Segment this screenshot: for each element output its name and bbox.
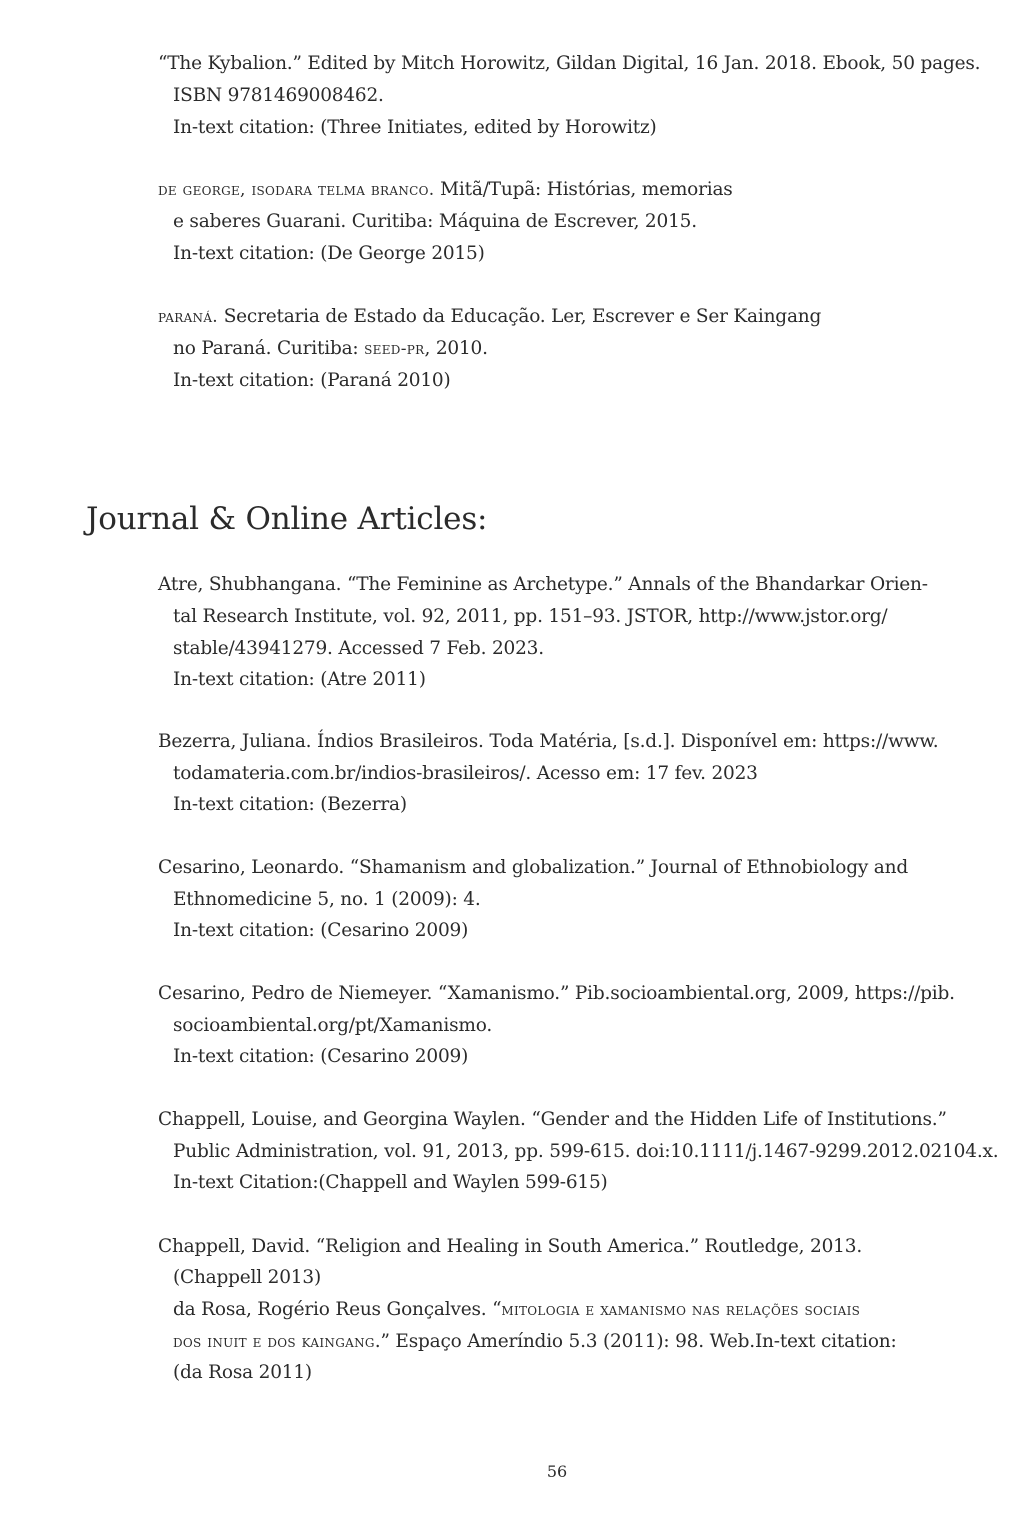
page-number: 56 <box>546 1462 568 1481</box>
in-text-citation: In-text citation: (De George 2015) <box>173 243 485 264</box>
in-text-citation: In-text citation: (Bezerra) <box>173 794 407 815</box>
in-text-citation: In-text citation: (Atre 2011) <box>173 669 426 690</box>
reference-line: e saberes Guarani. Curitiba: Máquina de Escrever, 2015. <box>173 211 697 232</box>
reference-text: Secretaria de Estado da Educação. Ler, Escrever e Ser Kaingang <box>218 306 822 327</box>
reference-text: , 2010. <box>424 338 488 359</box>
reference-line: Bezerra, Juliana. Índios Brasileiros. Toda Matéria, [s.d.]. Disponível em: https://www. <box>158 731 939 752</box>
reference-line: Cesarino, Leonardo. “Shamanism and globalization.” Journal of Ethnobiology and <box>158 857 908 878</box>
section-heading: Journal & Online Articles: <box>86 500 488 537</box>
reference-line: tal Research Institute, vol. 92, 2011, pp. 151–93. JSTOR, http://www.jstor.org/ <box>173 606 888 627</box>
reference-line <box>173 337 488 361</box>
reference-line: Public Administration, vol. 91, 2013, pp. 599-615. doi:10.1111/j.1467-9299.2012.02104.x. <box>173 1141 999 1162</box>
author-name: de george, isodara telma branco. <box>158 180 435 200</box>
in-text-citation: In-text citation: (Three Initiates, edited by Horowitz) <box>173 117 657 138</box>
article-title: dos inuit e dos kaingang <box>173 1332 375 1352</box>
reference-line: “The Kybalion.” Edited by Mitch Horowitz, Gildan Digital, 16 Jan. 2018. Ebook, 50 pages. <box>158 53 981 74</box>
reference-line: stable/43941279. Accessed 7 Feb. 2023. <box>173 638 544 659</box>
reference-text: .” Espaço Ameríndio 5.3 (2011): 98. Web.In-text citation: <box>374 1331 897 1352</box>
reference-line: Chappell, Louise, and Georgina Waylen. “Gender and the Hidden Life of Institutions.” <box>158 1109 947 1130</box>
in-text-citation: (da Rosa 2011) <box>173 1362 312 1383</box>
article-title: mitologia e xamanismo nas relações sociais <box>501 1300 861 1320</box>
reference-line <box>173 1330 897 1354</box>
in-text-citation: In-text citation: (Paraná 2010) <box>173 370 451 391</box>
reference-text: no Paraná. Curitiba: <box>173 338 365 359</box>
in-text-citation: In-text Citation:(Chappell and Waylen 599-615) <box>173 1172 608 1193</box>
in-text-citation: (Chappell 2013) <box>173 1267 321 1288</box>
reference-line: Chappell, David. “Religion and Healing in South America.” Routledge, 2013. <box>158 1236 862 1257</box>
reference-line: ISBN 9781469008462. <box>173 85 384 106</box>
reference-text: Mitã/Tupã: Histórias, memorias <box>434 179 733 200</box>
reference-text: da Rosa, Rogério Reus Gonçalves. “ <box>173 1299 502 1320</box>
in-text-citation: In-text citation: (Cesarino 2009) <box>173 920 469 941</box>
author-name: paraná. <box>158 307 219 327</box>
publisher-abbrev: seed-pr <box>364 339 425 359</box>
reference-line <box>158 305 821 329</box>
reference-line: socioambiental.org/pt/Xamanismo. <box>173 1015 493 1036</box>
reference-line: todamateria.com.br/indios-brasileiros/. Acesso em: 17 fev. 2023 <box>173 763 758 784</box>
reference-line: Ethnomedicine 5, no. 1 (2009): 4. <box>173 889 481 910</box>
reference-line: Cesarino, Pedro de Niemeyer. “Xamanismo.” Pib.socioambiental.org, 2009, https://pib. <box>158 983 955 1004</box>
reference-line <box>173 1298 860 1322</box>
reference-line: Atre, Shubhangana. “The Feminine as Archetype.” Annals of the Bhandarkar Orien- <box>158 574 928 595</box>
reference-line <box>158 178 733 202</box>
in-text-citation: In-text citation: (Cesarino 2009) <box>173 1046 469 1067</box>
